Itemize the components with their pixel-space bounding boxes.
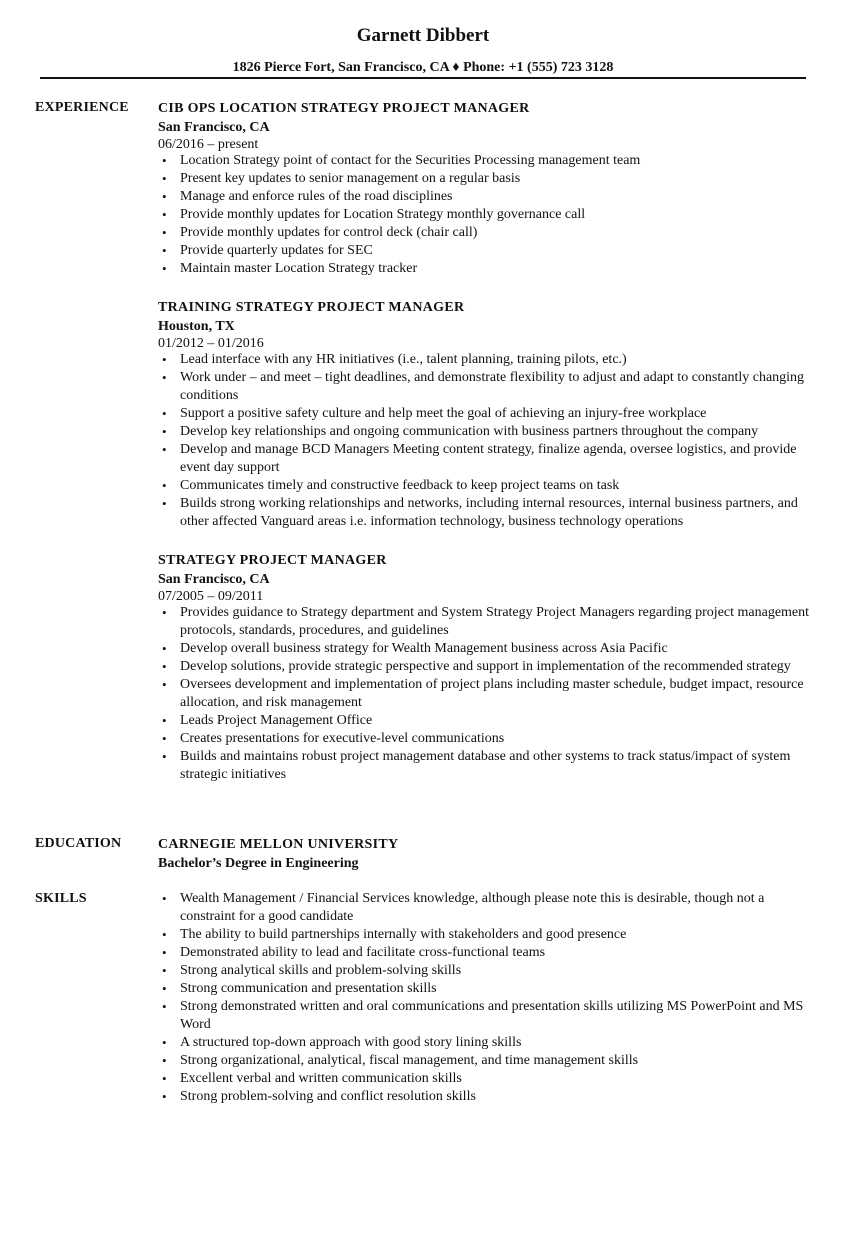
job-dates: 07/2005 – 09/2011 [158,589,264,604]
bullet-text: Creates presentations for executive-level communications [180,731,505,746]
list-item [158,658,812,676]
bullet-text: Develop overall business strategy for Wealth Management business across Asia Pacific [180,641,668,656]
bullet-text: Leads Project Management Office [180,713,373,728]
bullet-icon: • [162,659,167,674]
list-item [158,676,812,712]
bullet-icon: • [162,927,167,942]
job-entry [158,298,812,531]
experience-list [158,99,812,804]
bullet-icon: • [162,171,167,186]
list-item [158,351,812,369]
bullet-text: Provide monthly updates for control deck (chair call) [180,225,478,240]
list-item [158,962,812,980]
bullet-icon: • [162,406,167,421]
bullet-text: Develop and manage BCD Managers Meeting content strategy, finalize agenda, oversee logistics, and provide event day support [180,442,797,475]
skill-text: Strong organizational, analytical, fiscal management, and time management skills [180,1053,639,1068]
list-item [158,152,812,170]
bullet-icon: • [162,153,167,168]
job-bullets [158,351,812,531]
job-bullets [158,604,812,784]
degree-name: Bachelor’s Degree in Engineering [158,856,359,871]
contact-line: 1826 Pierce Fort, San Francisco, CA ♦ Phone: +1 (555) 723 3128 [232,60,614,75]
experience-heading: EXPERIENCE [35,100,129,115]
bullet-text: Lead interface with any HR initiatives (i.e., talent planning, training pilots, etc.) [180,352,627,367]
bullet-icon: • [162,963,167,978]
list-item [158,206,812,224]
job-location: Houston, TX [158,319,235,334]
bullet-icon: • [162,189,167,204]
resume-header [40,22,806,77]
list-item [158,188,812,206]
job-title: STRATEGY PROJECT MANAGER [158,553,387,568]
skills-bullets [158,890,812,1106]
bullet-icon: • [162,496,167,511]
list-item [158,369,812,405]
job-entry [158,99,812,278]
bullet-icon: • [162,891,167,906]
job-dates: 01/2012 – 01/2016 [158,336,264,351]
bullet-text: Provide quarterly updates for SEC [180,243,373,258]
bullet-icon: • [162,352,167,367]
bullet-icon: • [162,605,167,620]
skill-text: Strong problem-solving and conflict resolution skills [180,1089,476,1104]
bullet-icon: • [162,1071,167,1086]
list-item [158,926,812,944]
bullet-text: Maintain master Location Strategy tracker [180,261,418,276]
list-item [158,224,812,242]
job-location: San Francisco, CA [158,120,270,135]
list-item [158,423,812,441]
list-item [158,477,812,495]
list-item [158,242,812,260]
skill-text: The ability to build partnerships internally with stakeholders and good presence [180,927,627,942]
list-item [158,1034,812,1052]
list-item [158,405,812,423]
job-title: TRAINING STRATEGY PROJECT MANAGER [158,300,465,315]
list-item [158,730,812,748]
bullet-text: Oversees development and implementation of project plans including master schedule, budget impact, resource allocation, and risk management [180,677,804,710]
list-item [158,170,812,188]
skill-text: Strong analytical skills and problem-solving skills [180,963,462,978]
education-entry [158,835,812,873]
bullet-icon: • [162,243,167,258]
list-item [158,712,812,730]
skill-text: A structured top-down approach with good story lining skills [180,1035,522,1050]
skill-text: Strong demonstrated written and oral communications and presentation skills utilizing MS PowerPoint and MS Word [180,999,804,1032]
header-divider [40,77,806,79]
school-name: CARNEGIE MELLON UNIVERSITY [158,837,399,852]
bullet-text: Manage and enforce rules of the road disciplines [180,189,453,204]
bullet-icon: • [162,999,167,1014]
bullet-icon: • [162,261,167,276]
bullet-icon: • [162,370,167,385]
list-item [158,748,812,784]
list-item [158,1052,812,1070]
job-location: San Francisco, CA [158,572,270,587]
bullet-icon: • [162,749,167,764]
list-item [158,441,812,477]
bullet-icon: • [162,442,167,457]
job-entry [158,551,812,784]
bullet-text: Builds strong working relationships and networks, including internal resources, internal business partners, and other affected Vanguard areas i.e. information technology, business technology operations [180,496,798,529]
bullet-icon: • [162,677,167,692]
bullet-icon: • [162,713,167,728]
bullet-text: Provide monthly updates for Location Strategy monthly governance call [180,207,586,222]
bullet-icon: • [162,981,167,996]
bullet-icon: • [162,207,167,222]
bullet-text: Communicates timely and constructive feedback to keep project teams on task [180,478,620,493]
bullet-icon: • [162,1089,167,1104]
list-item [158,1070,812,1088]
list-item [158,260,812,278]
bullet-text: Builds and maintains robust project management database and other systems to track status/impact of system strategic initiatives [180,749,791,782]
candidate-name: Garnett Dibbert [356,25,490,46]
list-item [158,640,812,658]
bullet-icon: • [162,641,167,656]
bullet-icon: • [162,424,167,439]
bullet-icon: • [162,1053,167,1068]
bullet-text: Provides guidance to Strategy department and System Strategy Project Managers regarding project management protocols, standards, procedures, and guidelines [180,605,810,638]
skill-text: Wealth Management / Financial Services knowledge, although please note this is desirable, though not a constraint for a good candidate [180,891,765,924]
bullet-text: Develop key relationships and ongoing communication with business partners throughout the company [180,424,759,439]
bullet-icon: • [162,731,167,746]
list-item [158,890,812,926]
job-dates: 06/2016 – present [158,137,259,152]
bullet-icon: • [162,1035,167,1050]
job-title: CIB OPS LOCATION STRATEGY PROJECT MANAGER [158,101,530,116]
bullet-text: Support a positive safety culture and help meet the goal of achieving an injury-free workplace [180,406,707,421]
skill-text: Demonstrated ability to lead and facilitate cross-functional teams [180,945,546,960]
education-heading: EDUCATION [35,836,122,851]
skills-heading: SKILLS [35,891,87,906]
list-item [158,495,812,531]
bullet-icon: • [162,478,167,493]
list-item [158,998,812,1034]
bullet-text: Location Strategy point of contact for the Securities Processing management team [180,153,641,168]
skills-list [158,890,812,1106]
list-item [158,944,812,962]
list-item [158,1088,812,1106]
bullet-icon: • [162,945,167,960]
bullet-text: Work under – and meet – tight deadlines, and demonstrate flexibility to adjust and adapt to constantly changing conditions [180,370,805,403]
job-bullets [158,152,812,278]
skill-text: Excellent verbal and written communication skills [180,1071,462,1086]
bullet-text: Develop solutions, provide strategic perspective and support in implementation of the recommended strategy [180,659,791,674]
skill-text: Strong communication and presentation skills [180,981,437,996]
list-item [158,980,812,998]
bullet-text: Present key updates to senior management on a regular basis [180,171,521,186]
list-item [158,604,812,640]
bullet-icon: • [162,225,167,240]
